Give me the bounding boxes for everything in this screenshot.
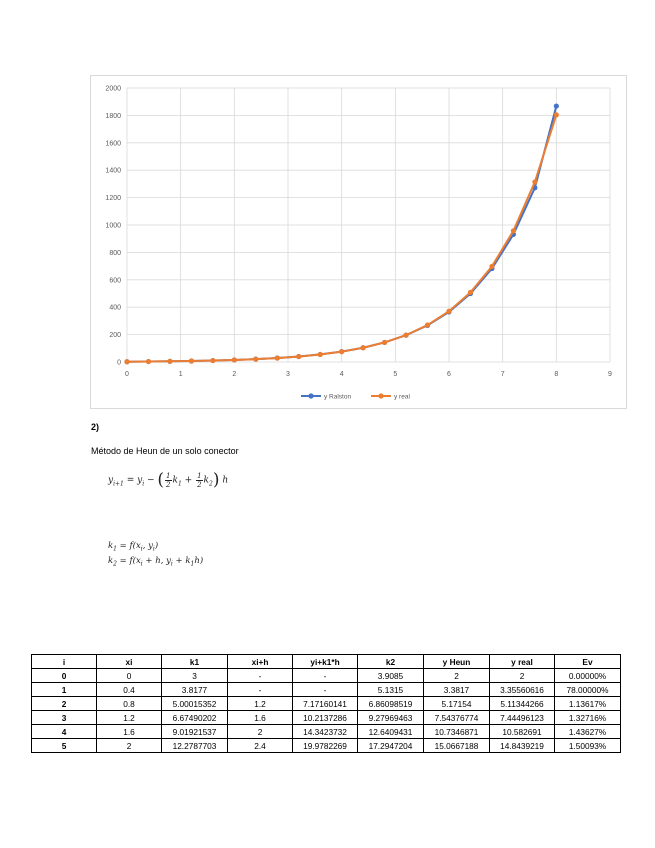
y-tick-label: 1200 xyxy=(105,195,121,203)
cell-yi-k1h: - xyxy=(293,683,358,697)
data-point xyxy=(275,355,280,360)
col-header-y-heun: y Heun xyxy=(424,655,490,669)
x-tick-label: 8 xyxy=(554,371,559,378)
cell-y-real: 7.44496123 xyxy=(490,711,555,725)
col-header-yi-k1h: yi+k1*h xyxy=(293,655,358,669)
cell-k1: 5.00015352 xyxy=(162,697,228,711)
cell-y-heun: 3.3817 xyxy=(424,683,490,697)
table-row xyxy=(32,739,621,753)
col-header-k1: k1 xyxy=(162,655,228,669)
data-point xyxy=(167,359,172,364)
cell-i: 4 xyxy=(32,725,97,739)
data-point xyxy=(339,349,344,354)
data-point xyxy=(146,359,151,364)
cell-y-real: 14.8439219 xyxy=(490,739,555,753)
cell-ev: 78.00000% xyxy=(555,683,621,697)
cell-xi: 0.4 xyxy=(97,683,162,697)
cell-k2: 6.86098519 xyxy=(358,697,424,711)
y-tick-label: 1800 xyxy=(105,112,121,120)
x-tick-label: 2 xyxy=(232,371,237,378)
cell-yi-k1h: 10.2137286 xyxy=(293,711,358,725)
k2-formula: $k_2 = f(x_i + h$, $y_i + k_1h$) xyxy=(108,556,204,568)
cell-k1: 6.67490202 xyxy=(162,711,228,725)
cell-xi: 0 xyxy=(97,669,162,683)
cell-y-real: 10.582691 xyxy=(490,725,555,739)
data-point xyxy=(468,290,473,295)
cell-yi-k1h: 19.9782269 xyxy=(293,739,358,753)
heun-results-table xyxy=(31,654,621,753)
cell-k2: 12.6409431 xyxy=(358,725,424,739)
data-point xyxy=(189,358,194,363)
cell-y-real: 5.11344266 xyxy=(490,697,555,711)
data-point xyxy=(124,359,129,364)
table-row xyxy=(32,725,621,739)
table-row xyxy=(32,683,621,697)
cell-y-heun: 2 xyxy=(424,669,490,683)
cell-yi-k1h: 14.3423732 xyxy=(293,725,358,739)
cell-xi-h: 1.2 xyxy=(228,697,293,711)
cell-i: 1 xyxy=(32,683,97,697)
cell-k1: 3.8177 xyxy=(162,683,228,697)
cell-k1: 12.2787703 xyxy=(162,739,228,753)
legend-swatch-marker xyxy=(308,393,313,398)
cell-y-heun: 10.7346871 xyxy=(424,725,490,739)
chart xyxy=(90,75,627,409)
y-tick-label: 600 xyxy=(109,277,121,285)
cell-yi-k1h: 7.17160141 xyxy=(293,697,358,711)
data-point xyxy=(554,112,559,117)
col-header-xi-h: xi+h xyxy=(228,655,293,669)
cell-k2: 9.27969463 xyxy=(358,711,424,725)
cell-i: 3 xyxy=(32,711,97,725)
cell-y-real: 3.35560616 xyxy=(490,683,555,697)
section-number: 2) xyxy=(91,422,100,432)
cell-ev: 0.00000% xyxy=(555,669,621,683)
data-point xyxy=(232,357,237,362)
y-tick-label: 200 xyxy=(109,332,121,340)
cell-ev: 1.43627% xyxy=(555,725,621,739)
y-tick-label: 1000 xyxy=(105,222,121,230)
cell-k1: 3 xyxy=(162,669,228,683)
x-tick-label: 9 xyxy=(608,371,612,378)
data-point xyxy=(403,332,408,337)
cell-y-heun: 15.0667188 xyxy=(424,739,490,753)
cell-i: 2 xyxy=(32,697,97,711)
cell-ev: 1.50093% xyxy=(555,739,621,753)
x-tick-label: 3 xyxy=(286,371,290,378)
y-tick-label: 2000 xyxy=(105,85,121,93)
cell-y-real: 2 xyxy=(490,669,555,683)
data-point xyxy=(253,357,258,362)
cell-i: 5 xyxy=(32,739,97,753)
data-point xyxy=(425,322,430,327)
cell-xi: 0.8 xyxy=(97,697,162,711)
table-row xyxy=(32,697,621,711)
cell-xi: 1.2 xyxy=(97,711,162,725)
cell-ev: 1.32716% xyxy=(555,711,621,725)
cell-i: 0 xyxy=(32,669,97,683)
data-point xyxy=(296,354,301,359)
x-tick-label: 5 xyxy=(393,371,398,378)
line-chart-svg xyxy=(91,76,628,410)
cell-xi-h: 2 xyxy=(228,725,293,739)
legend-swatch-marker xyxy=(378,393,383,398)
data-point xyxy=(532,179,537,184)
data-point xyxy=(511,228,516,233)
cell-k2: 3.9085 xyxy=(358,669,424,683)
col-header-k2: k2 xyxy=(358,655,424,669)
legend-label: y real xyxy=(394,393,410,401)
data-point xyxy=(554,103,559,108)
k1-formula: $k_1 = f(x_i$, $y_i$) xyxy=(108,541,159,553)
section-title: Método de Heun de un solo conector xyxy=(91,446,239,456)
cell-k2: 5.1315 xyxy=(358,683,424,697)
x-tick-label: 0 xyxy=(125,371,129,378)
col-header-ev: Ev xyxy=(555,655,621,669)
table-row xyxy=(32,669,621,683)
x-tick-label: 6 xyxy=(447,371,451,378)
data-point xyxy=(446,309,451,314)
cell-y-heun: 7.54376774 xyxy=(424,711,490,725)
cell-ev: 1.13617% xyxy=(555,697,621,711)
y-tick-label: 400 xyxy=(109,304,121,312)
data-point xyxy=(382,340,387,345)
legend-label: y Ralston xyxy=(324,393,352,401)
table-row xyxy=(32,711,621,725)
data-point xyxy=(318,352,323,357)
x-tick-label: 4 xyxy=(339,371,344,378)
cell-xi: 1.6 xyxy=(97,725,162,739)
data-point xyxy=(361,345,366,350)
x-tick-label: 7 xyxy=(500,371,505,378)
y-tick-label: 1600 xyxy=(105,140,121,148)
y-tick-label: 1400 xyxy=(105,167,121,175)
cell-xi: 2 xyxy=(97,739,162,753)
heun-formula: $y_{i+1} = y_i$ − ( $\frac{1}{2}$ $k_1$ + $\frac{1}{2}$ $k_2$) h xyxy=(108,470,229,490)
cell-xi-h: - xyxy=(228,683,293,697)
y-tick-label: 800 xyxy=(109,249,121,257)
data-point xyxy=(210,358,215,363)
cell-k1: 9.01921537 xyxy=(162,725,228,739)
cell-xi-h: 2.4 xyxy=(228,739,293,753)
cell-yi-k1h: - xyxy=(293,669,358,683)
col-header-i: i xyxy=(32,655,97,669)
col-header-y-real: y real xyxy=(490,655,555,669)
data-point xyxy=(489,264,494,269)
col-header-xi: xi xyxy=(97,655,162,669)
y-tick-label: 0 xyxy=(117,359,121,367)
cell-xi-h: 1.6 xyxy=(228,711,293,725)
cell-k2: 17.2947204 xyxy=(358,739,424,753)
x-tick-label: 1 xyxy=(178,371,183,378)
table-header-row xyxy=(32,655,621,669)
cell-xi-h: - xyxy=(228,669,293,683)
cell-y-heun: 5.17154 xyxy=(424,697,490,711)
